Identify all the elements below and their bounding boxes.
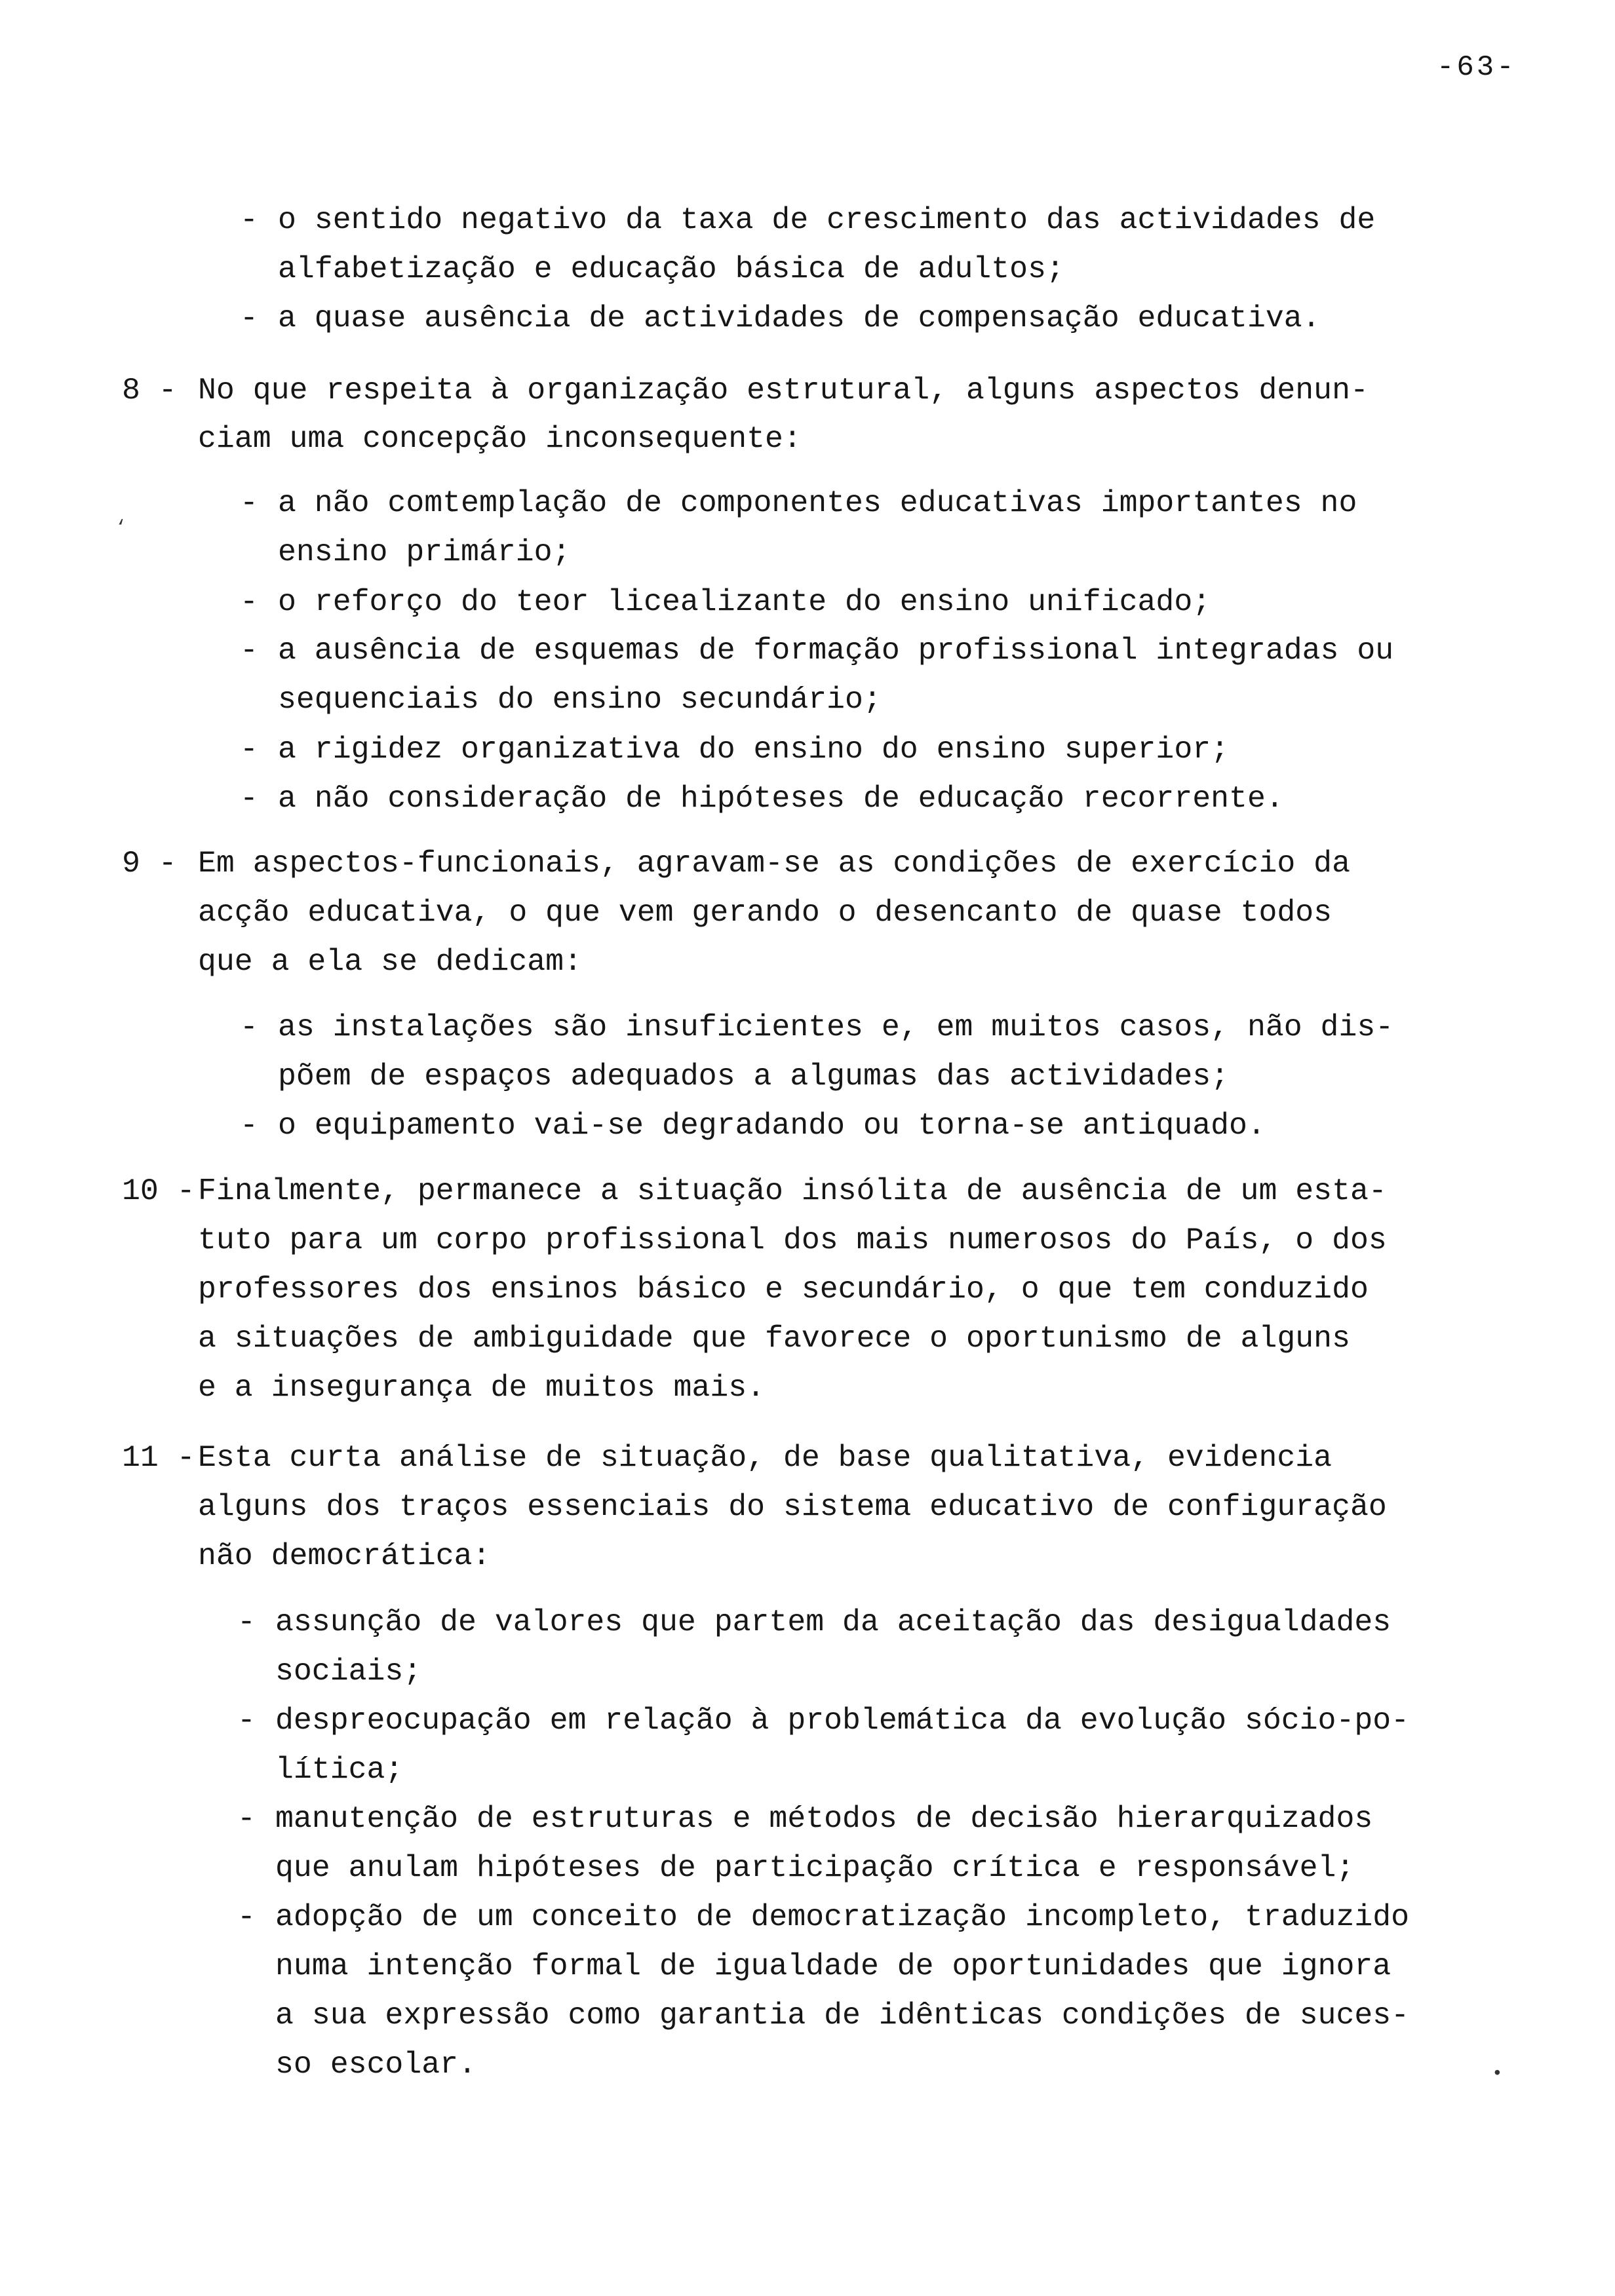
list-item-line: so escolar. [275,2047,477,2082]
list-dash: - [240,633,258,668]
paragraph-line: professores dos ensinos básico e secundário, o que tem conduzido [198,1272,1369,1307]
paragraph-line: Em aspectos-funcionais, agravam-se as condições de exercício da [198,846,1350,881]
paragraph-line: e a insegurança de muitos mais. [198,1370,766,1405]
paragraph-line: Finalmente, permanece a situação insólita de ausência de um esta- [198,1174,1387,1208]
list-dash: - [237,1703,256,1738]
list-item-line: alfabetização e educação básica de adultos; [278,252,1064,286]
list-item-line: põem de espaços adequados a algumas das actividades; [278,1059,1230,1094]
list-item-line: as instalações são insuficientes e, em muitos casos, não dis- [278,1010,1394,1044]
list-dash: - [240,1108,258,1143]
list-dash: - [240,732,258,767]
list-item-line: despreocupação em relação à problemática da evolução sócio-po- [275,1703,1410,1738]
scan-speck: ‘ [115,518,126,538]
paragraph-line: acção educativa, o que vem gerando o desencanto de quase todos [198,895,1333,930]
list-item-line: ensino primário; [278,535,571,569]
list-dash: - [237,1801,256,1836]
page-number: -63- [1437,51,1517,84]
list-dash: - [237,1605,256,1639]
list-dash: - [240,781,258,816]
paragraph-number: 9 - [122,846,177,881]
paragraph-line: alguns dos traços essenciais do sistema educativo de configuração [198,1489,1387,1524]
paragraph-number: 8 - [122,373,177,408]
list-dash: - [240,202,258,237]
paragraph-line: tuto para um corpo profissional dos mais numerosos do País, o dos [198,1223,1387,1257]
list-item-line: a não consideração de hipóteses de educação recorrente. [278,781,1284,816]
list-item-line: o reforço do teor licealizante do ensino unificado; [278,584,1211,619]
list-item-line: manutenção de estruturas e métodos de decisão hierarquizados [275,1801,1373,1836]
list-item-line: a sua expressão como garantia de idênticas condições de suces- [275,1998,1410,2033]
list-dash: - [240,1010,258,1044]
paragraph-line: que a ela se dedicam: [198,944,582,979]
list-item-line: a quase ausência de actividades de compensação educativa. [278,301,1321,335]
list-item-line: que anulam hipóteses de participação crítica e responsável; [275,1850,1355,1885]
paragraph-line: não democrática: [198,1539,491,1573]
list-item-line: sequenciais do ensino secundário; [278,682,882,717]
list-item-line: assunção de valores que partem da aceitação das desigualdades [275,1605,1391,1639]
list-item-line: a rigidez organizativa do ensino do ensino superior; [278,732,1230,767]
list-item-line: a ausência de esquemas de formação profissional integradas ou [278,633,1394,668]
list-dash: - [240,584,258,619]
paragraph-line: ciam uma concepção inconsequente: [198,421,802,456]
paragraph-line: No que respeita à organização estrutural, alguns aspectos denun- [198,373,1369,408]
list-dash: - [237,1900,256,1934]
list-item-line: lítica; [275,1752,404,1787]
paragraph-number: 11 - [122,1440,195,1475]
paragraph-number: 10 - [122,1174,195,1208]
list-item-line: sociais; [275,1654,422,1689]
list-item-line: o sentido negativo da taxa de crescimento das actividades de [278,202,1376,237]
list-dash: - [240,486,258,520]
list-item-line: a não comtemplação de componentes educativas importantes no [278,486,1357,520]
scan-speck: • [1492,2064,1503,2084]
paragraph-line: Esta curta análise de situação, de base qualitativa, evidencia [198,1440,1333,1475]
list-item-line: o equipamento vai-se degradando ou torna-se antiquado. [278,1108,1266,1143]
list-item-line: adopção de um conceito de democratização incompleto, traduzido [275,1900,1410,1934]
list-item-line: numa intenção formal de igualdade de oportunidades que ignora [275,1949,1391,1983]
paragraph-line: a situações de ambiguidade que favorece o oportunismo de alguns [198,1321,1350,1356]
list-dash: - [240,301,258,335]
